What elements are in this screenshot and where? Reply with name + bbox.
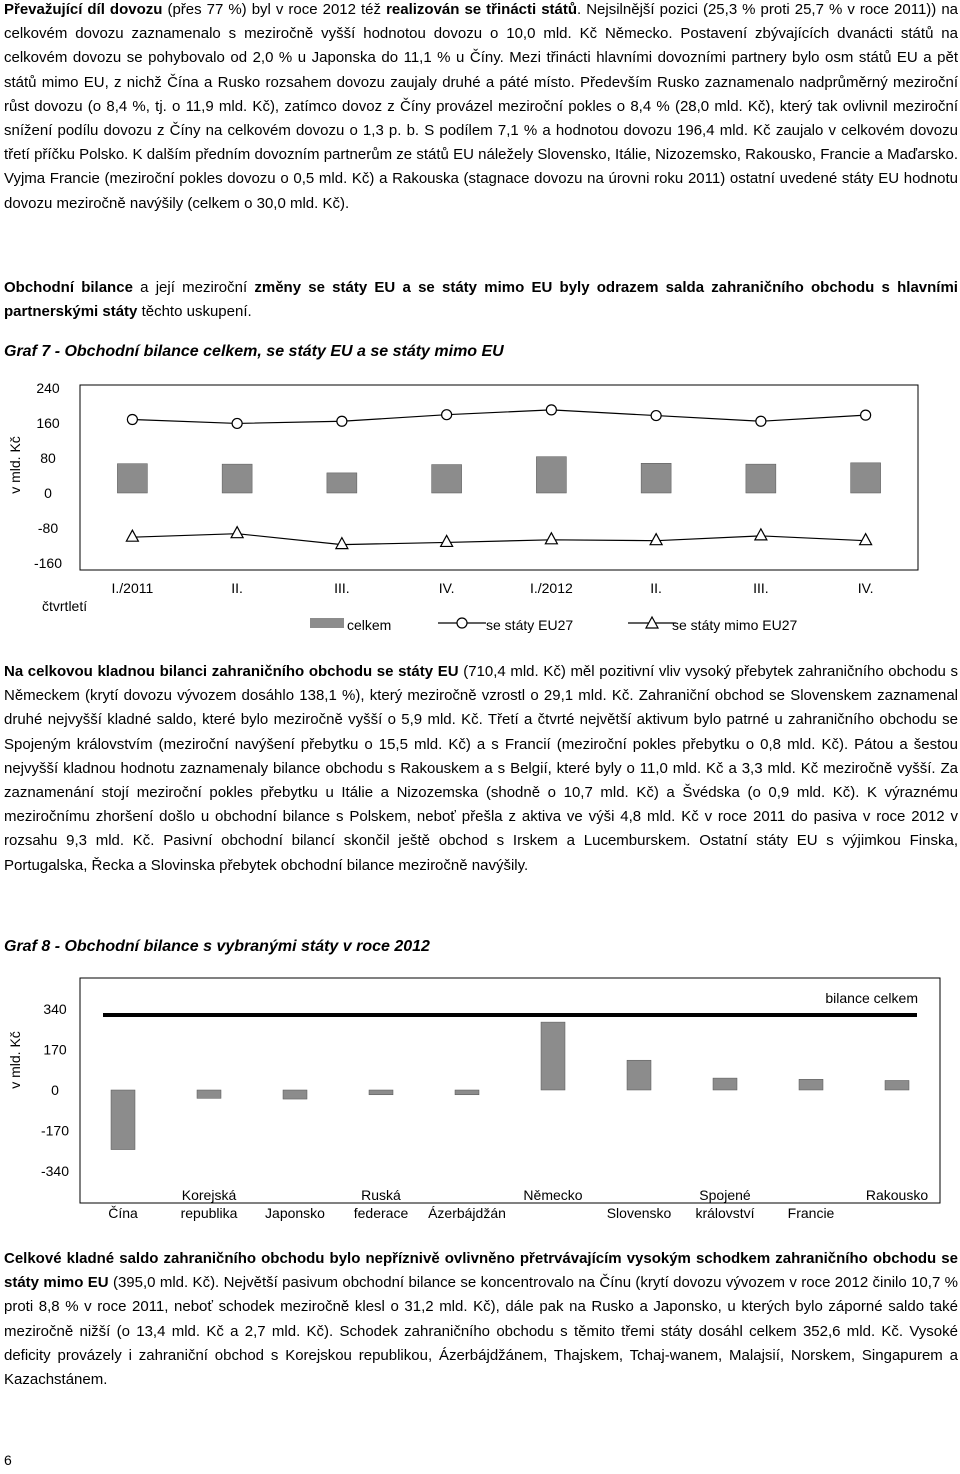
paragraph-bilance-eu — [4, 660, 958, 878]
paragraph-obchodni-bilance — [4, 276, 958, 324]
legend-eu-label: se státy EU27 — [486, 617, 574, 633]
chart8-xtick: Slovensko — [606, 1205, 672, 1221]
chart8-xtick: Čína — [108, 1205, 138, 1221]
chart8-ylabel: v mld. Kč — [7, 1031, 23, 1089]
chart7-point-eu — [651, 411, 661, 421]
chart7-point-eu — [756, 416, 766, 426]
chart8-bar — [885, 1080, 909, 1090]
chart8-bar — [713, 1078, 737, 1090]
chart7-legend — [310, 617, 797, 633]
chart8-xtick: republika — [180, 1205, 238, 1221]
p2-run-3: těchto uskupení. — [137, 303, 252, 321]
chart8-xtick: království — [695, 1205, 755, 1221]
chart8-xtick: Korejská — [181, 1187, 237, 1203]
page-number: 6 — [4, 1452, 12, 1468]
chart7-xtick: III. — [334, 580, 350, 596]
p3-run-1: (710,4 mld. Kč) měl pozitivní vliv vysoký přebytek zahraničního obchodu s Německem (krytí dovozu vývozem dosáhlo 138,1 %), který meziročně vzrostl o 29,1 mld. Kč. Zahraniční obchod se Slovenskem zaznamenal druhé nejvyšší kladné saldo, které bylo meziročně vyšší o 5,9 mld. Kč. Třetí a čtvrté největší aktivum bylo patrné u zahraničního obchodu se Spojeným královstvím (meziroční navýšení přebytku o 15,5 mld. Kč) a s Francií (meziroční pokles přebytku o 0,8 mld. Kč). Pátou a šestou nejvyšší kladnou hodnotu zaznamenaly bilance obchodu s Rakouskem a s Belgií, které byly o 11,0 mld. Kč a 3,3 mld. Kč meziročně vyšší. Za zaznamenání stojí meziroční pokles přebytku u Itálie a Nizozemska (shodně o 10,7 mld. Kč) a Švédska (o 0,9 mld. Kč). K výraznému meziročnímu zhoršení došlo u obchodní bilance s Polskem, neboť přešla z aktiva ve výši 4,8 mld. Kč v roce 2011 do pasiva v roce 2012 v rozsahu 9,3 mld. Kč. Pasivní obchodní bilancí skončil ještě obchod s Irskem a Lucemburskem. Ostatní státy EU s výjimkou Finska, Portugalska, Řecka a Slovinska přebytek obchodní bilance meziročně navýšily. — [4, 663, 958, 874]
chart8-bar — [283, 1090, 307, 1099]
chart7-point-mimo-eu — [126, 530, 138, 541]
chart8-xtick: Rakousko — [865, 1187, 929, 1203]
chart7-xtick: IV. — [438, 580, 455, 596]
paragraph-dovoz — [4, 0, 958, 216]
chart7-xlabel-note: čtvrtletí — [42, 598, 88, 614]
chart7-point-eu — [861, 410, 871, 420]
chart8-bar — [455, 1090, 479, 1095]
chart7-point-mimo-eu — [650, 534, 662, 545]
chart7-ytick: -80 — [37, 520, 59, 536]
p2-run-0: Obchodní bilance — [4, 279, 133, 296]
chart8-xtick: Japonsko — [265, 1205, 325, 1221]
chart7-point-eu — [232, 418, 242, 428]
chart7-ytick: 0 — [44, 485, 52, 501]
chart7-point-mimo-eu — [336, 538, 348, 549]
chart7-ytick: 240 — [36, 380, 60, 396]
legend-celkem-label: celkem — [347, 617, 392, 633]
chart7-xtick: I./2012 — [529, 580, 573, 596]
chart7-bar-celkem — [222, 464, 252, 493]
chart7-bar-celkem — [327, 473, 357, 493]
chart8-xtick: federace — [353, 1205, 409, 1221]
chart8-bar — [369, 1090, 393, 1095]
chart7-point-mimo-eu — [441, 535, 453, 546]
chart8-ytick: -170 — [40, 1122, 70, 1139]
chart8-bar — [799, 1079, 823, 1090]
chart8-xtick: Německo — [523, 1187, 583, 1203]
chart7-ytick: 80 — [40, 450, 56, 466]
p3-run-0: Na celkovou kladnou bilanci zahraničního obchodu se státy EU — [4, 663, 459, 680]
p1-run-2: realizován se třinácti států — [386, 1, 578, 18]
chart7-point-eu — [546, 405, 556, 415]
chart8-heading: Graf 8 - Obchodní bilance s vybranými státy v roce 2012 — [4, 938, 430, 955]
chart7-point-eu — [127, 415, 137, 425]
chart7-heading: Graf 7 - Obchodní bilance celkem, se státy EU a se státy mimo EU — [4, 343, 504, 360]
p1-run-0: Převažující díl dovozu — [4, 1, 163, 18]
paragraph-saldo-mimo-eu — [4, 1247, 958, 1392]
chart7-bar-celkem — [536, 457, 566, 493]
chart8-ytick: -340 — [40, 1163, 70, 1179]
legend-eu-marker — [457, 618, 467, 628]
chart7-bar-celkem — [117, 464, 147, 493]
chart8-xtick: Ruská — [361, 1187, 401, 1203]
chart7-point-mimo-eu — [545, 533, 557, 544]
chart8-bar — [197, 1090, 221, 1098]
chart7-bar-celkem — [432, 465, 462, 493]
chart7-xtick: I./2011 — [111, 580, 154, 596]
chart7-point-mimo-eu — [231, 527, 243, 538]
chart7-xtick: II. — [231, 580, 243, 596]
chart7-ytick: -160 — [33, 555, 63, 571]
chart8-xtick: Francie — [787, 1205, 835, 1221]
chart7-xtick: II. — [650, 580, 662, 596]
p1-run-3: . Nejsilnější pozici (25,3 % proti 25,7 % v roce 2011)) na celkovém dovozu zaznamenalo s meziročně vyšší hodnotou dovozu o 10,0 mld. Kč Německo. Postavení zbývajících dvanácti států na celkovém dovozu se pohybovalo od 2,0 % u Japonska do 11,1 % u Číny. Mezi třinácti hlavními dovozními partnery bylo osm států EU a pět států mimo EU, z nichž Čína a Rusko rozsahem dovozu zaujaly druhé a páté místo. Především Rusko zaznamenalo nadprůměrný meziroční růst dovozu (o 8,4 %, tj. o 11,9 mld. Kč), zatímco dovoz z Číny provázel meziroční pokles o 8,4 % (28,0 mld. Kč), který tak ovlivnil meziroční snížení podílu dovozu z Číny na celkovém dovozu o 1,3 p. b. S podílem 7,1 % a hodnotou dovozu 196,4 mld. Kč zaujalo v celkovém dovozu třetí příčku Polsko. K dalším předním dovozním partnerům ze států EU náležely Slovensko, Itálie, Nizozemsko, Rakousko, Francie a Maďarsko. Vyjma Francie (meziroční pokles dovozu o 0,5 mld. Kč) a Rakouska (stagnace dovozu na úrovni roku 2011) ostatní uvedené státy EU hodnotu dovozu meziročně navýšily (celkem o 30,0 mld. Kč). — [4, 1, 959, 212]
chart7-point-mimo-eu — [755, 529, 767, 540]
chart7-ytick: 160 — [36, 415, 60, 431]
chart7-point-eu — [337, 416, 347, 426]
chart8-xtick: Ázerbájdžán — [428, 1205, 506, 1221]
legend-celkem-swatch — [310, 618, 344, 628]
chart7-ylabel: v mld. Kč — [7, 436, 23, 494]
p1-run-1: (přes 77 %) byl v roce 2012 též — [162, 1, 387, 18]
chart8-bar — [111, 1090, 135, 1150]
chart8-total-label: bilance celkem — [825, 989, 918, 1006]
chart7-bar-celkem — [641, 463, 671, 493]
chart8-bar — [541, 1022, 565, 1090]
p2-run-1: a její meziroční — [132, 279, 255, 296]
chart8-bar — [627, 1060, 651, 1090]
chart8 — [0, 960, 960, 1230]
p4-run-1: (395,0 mld. Kč). Největší pasivum obchodní bilance se koncentrovalo na Čínu (krytí dovozu vývozem v roce 2012 činilo 10,7 % proti 8,8 % v roce 2011, neboť schodek meziročně klesl o 31,2 mld. Kč), dále pak na Rusko a Japonsko, u kterých bylo záporné saldo také meziročně nižší (o 13,4 mld. Kč a 2,7 mld. Kč). Schodek zahraničního obchodu s těmito třemi státy dosáhl celkem 352,6 mld. Kč. Vysoké deficity provázely i zahraniční obchod s Korejskou republikou, Ázerbájdžánem, Thajskem, Tchaj-wanem, Malajsií, Norskem, Singapurem a Kazachstánem. — [4, 1274, 958, 1389]
chart7-bar-celkem — [746, 464, 776, 493]
chart7-point-mimo-eu — [860, 534, 872, 545]
chart7 — [0, 365, 960, 655]
chart8-ytick: 340 — [43, 1001, 67, 1017]
legend-mimo-eu-label: se státy mimo EU27 — [672, 617, 798, 633]
chart8-xtick: Spojené — [699, 1187, 751, 1203]
chart8-ytick: 170 — [43, 1041, 67, 1058]
chart7-point-eu — [442, 410, 452, 420]
p2-run-2: změny se státy EU a se státy mimo EU byly odrazem salda zahraničního obchodu s hlavními partnerskými státy — [4, 279, 958, 321]
chart7-bar-celkem — [851, 463, 881, 493]
chart7-xtick: III. — [753, 580, 769, 596]
chart8-ytick: 0 — [51, 1082, 59, 1098]
p4-run-0: Celkové kladné saldo zahraničního obchodu bylo nepříznivě ovlivněno přetrvávajícím vysokým schodkem zahraničního obchodu se státy mimo EU — [4, 1250, 958, 1292]
chart7-xtick: IV. — [857, 580, 874, 596]
